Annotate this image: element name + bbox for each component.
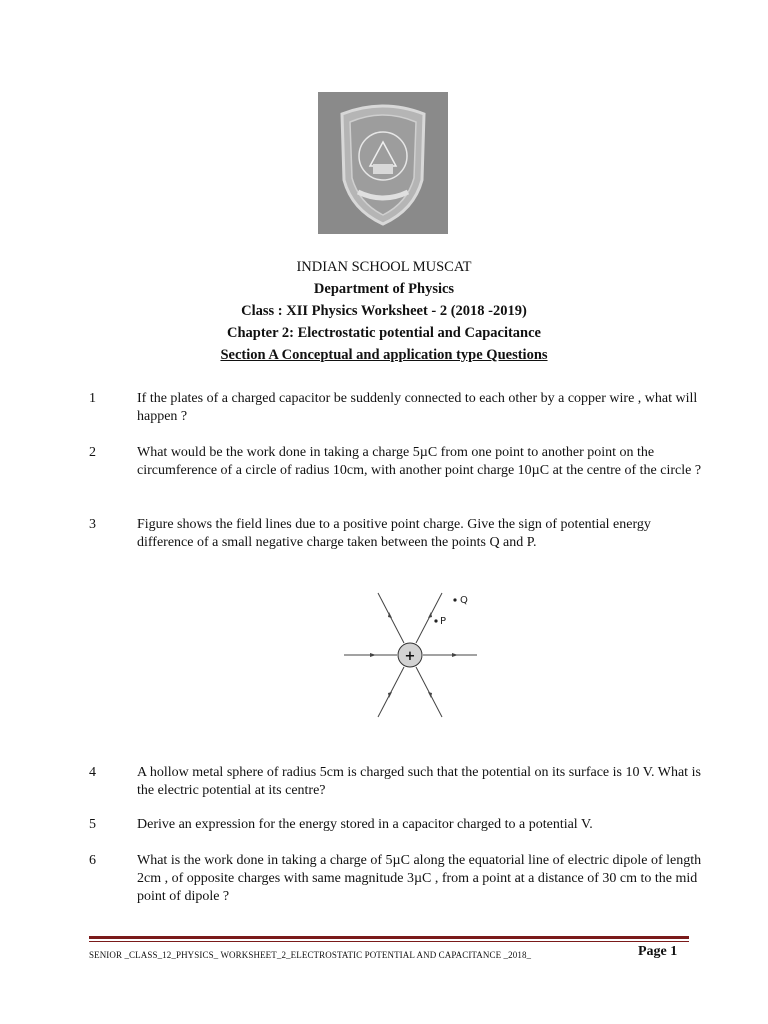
class-line: Class : XII Physics Worksheet - 2 (2018 -2019) [241,303,527,319]
department-name: Department of Physics [313,281,455,297]
question-text: Figure shows the field lines due to a positive point charge. Give the sign of potential energy difference of a small negative charge taken between the points Q and P. [137,517,651,550]
page-number: Page 1 [638,944,678,959]
section-title: Section A Conceptual and application type Questions [220,347,548,363]
school-crest-icon [318,92,448,234]
question-text: What would be the work done in taking a charge 5µC from one point to another point on the circumference of a circle of radius 10cm, with another point charge 10µC at the centre of the circle ? [137,445,702,478]
point-p-label: P [440,616,447,627]
point-q-label: Q [460,595,468,606]
question-text: If the plates of a charged capacitor be suddenly connected to each other by a copper wire , what will happen ? [137,391,698,424]
footer-divider-thin [89,941,689,942]
chapter-title: Chapter 2: Electrostatic potential and Capacitance [226,325,541,341]
question-number: 1 [89,391,96,406]
school-logo [318,92,448,234]
question-number: 4 [89,765,96,780]
charge-symbol: + [404,649,416,664]
question-number: 6 [89,853,96,868]
question-number: 3 [89,517,96,532]
footer-divider [89,936,689,939]
school-name: INDIAN SCHOOL MUSCAT [296,259,472,275]
question-text: Derive an expression for the energy stored in a capacitor charged to a potential V. [137,817,593,832]
question-text: What is the work done in taking a charge of 5µC along the equatorial line of electric dipole of length 2cm , of opposite charges with same magnitude 3µC , from a point at a distance of 30 cm to the mid point of dipole ? [137,853,702,904]
field-lines-figure [340,585,490,725]
question-number: 2 [89,445,96,460]
question-text: A hollow metal sphere of radius 5cm is charged such that the potential on its surface is 10 V. What is the electric potential at its centre? [137,765,701,798]
footer-document-title: SENIOR _CLASS_12_PHYSICS_ WORKSHEET_2_ELECTROSTATIC POTENTIAL AND CAPACITANCE _2018_ [89,950,532,960]
question-number: 5 [89,817,96,832]
